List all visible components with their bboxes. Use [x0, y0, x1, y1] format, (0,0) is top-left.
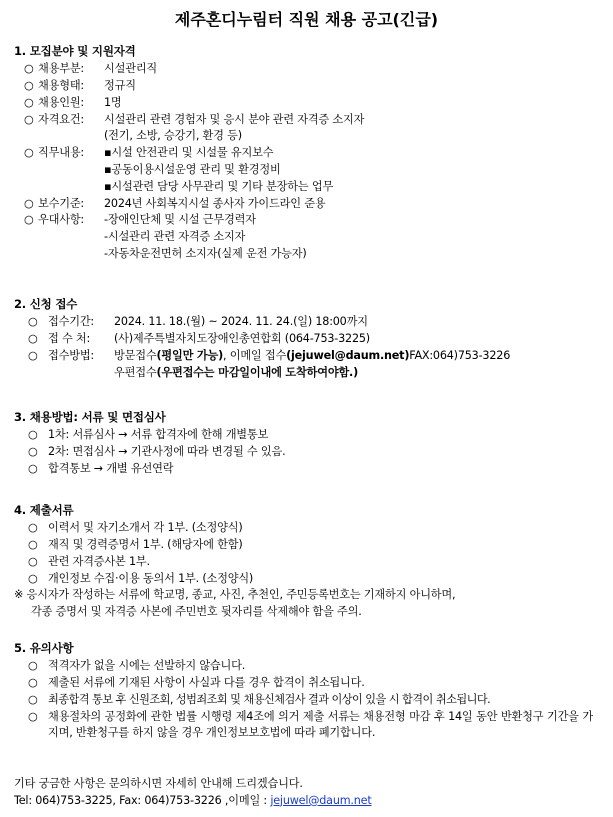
list-item [14, 692, 604, 709]
method-visit-note: (평일만 가능) [156, 348, 223, 362]
bullet-circle-icon: ○ [28, 692, 38, 706]
bullet-circle-icon: ○ [28, 571, 38, 585]
bullet-circle-icon: ○ [28, 348, 38, 362]
item-label: 접 수 처: [48, 332, 91, 346]
bullet-circle-icon: ○ [28, 461, 38, 475]
item-value: 2024년 사회복지시설 종사자 가이드라인 준용 [104, 196, 326, 210]
bullet-circle-icon: ○ [24, 146, 34, 160]
bullet-circle-icon: ○ [28, 676, 38, 690]
section-notices [14, 640, 604, 742]
footer-message: 기타 궁금한 사항은 문의하시면 자세히 안내해 드리겠습니다. [14, 777, 303, 790]
item-label: 채용부분: [38, 62, 84, 76]
item-value: ▪시설 안전관리 및 시설물 유지보수 [104, 146, 274, 160]
item-value: 관련 자격증사본 1부. [48, 554, 150, 568]
list-item [14, 675, 604, 692]
bullet-circle-icon: ○ [24, 213, 34, 227]
item-value: 이력서 및 자기소개서 각 1부. (소정양식) [48, 521, 243, 535]
page-title: 제주혼디누림터 직원 채용 공고(긴급) [174, 10, 439, 29]
list-item [14, 78, 604, 95]
method-visit: 방문접수 [114, 348, 157, 362]
list-item [14, 427, 604, 444]
list-item [14, 331, 604, 348]
item-value: 1차: 서류심사 → 서류 합격자에 한해 개별통보 [48, 428, 269, 442]
item-value: 합격통보 → 개별 유선연락 [48, 461, 174, 475]
bullet-circle-icon: ○ [24, 62, 34, 76]
section-heading: 1. 모집분야 및 지원자격 [14, 44, 136, 58]
list-item [14, 112, 604, 129]
list-item [14, 537, 604, 554]
section-heading: 2. 신청 접수 [14, 297, 78, 311]
list-item [14, 348, 604, 365]
item-value: -장애인단체 및 시설 근무경력자 [104, 213, 256, 227]
bullet-circle-icon: ○ [28, 521, 38, 535]
item-value: 최종합격 통보 후 신원조회, 성범죄조회 및 채용신체검사 결과 이상이 있을 시 합격이 취소됩니다. [48, 692, 491, 706]
item-continuation: (전기, 소방, 승강기, 환경 등) [104, 129, 242, 143]
list-item [14, 61, 604, 78]
note-text: ※ 응시자가 작성하는 서류에 학교명, 종교, 사진, 추천인, 주민등록번호는 기재하지 아니하며, [14, 588, 456, 602]
bullet-circle-icon: ○ [28, 315, 38, 329]
bullet-circle-icon: ○ [28, 709, 38, 723]
item-label: 채용형태: [38, 79, 84, 93]
footer-contact-line [14, 793, 604, 810]
item-value: 시설관리직 [104, 62, 158, 76]
section-recruitment-field [14, 43, 604, 263]
list-item [14, 444, 604, 461]
bullet-circle-icon: ○ [28, 554, 38, 568]
footer-contact [14, 776, 604, 810]
section-heading: 5. 유의사항 [14, 641, 74, 655]
list-item [14, 196, 604, 213]
method-email: , 이메일 접수 [223, 348, 287, 362]
item-value: 시설관리 관련 경험자 및 응시 분야 관련 자격증 소지자 [104, 112, 365, 126]
item-label: 채용인원: [38, 95, 84, 109]
bullet-circle-icon: ○ [24, 112, 34, 126]
list-item [14, 461, 604, 478]
item-value: 정규직 [104, 79, 136, 93]
list-item [14, 709, 604, 743]
email-link[interactable]: jejuwel@daum.net [270, 793, 372, 807]
bullet-circle-icon: ○ [24, 95, 34, 109]
item-continuation: -시설관리 관련 자격증 소지자 [104, 230, 246, 244]
bullet-circle-icon: ○ [28, 428, 38, 442]
item-value: (사)제주특별자치도장애인총연합회 (064-753-3225) [114, 332, 370, 346]
item-continuation: ▪공동이용시설운영 관리 및 환경정비 [104, 163, 281, 177]
section-heading: 4. 제출서류 [14, 503, 74, 517]
contact-numbers: Tel: 064)753-3225, Fax: 064)753-3226 ,이메일 : [14, 793, 271, 807]
section-heading: 3. 채용방법: 서류 및 면접심사 [14, 410, 166, 424]
note-continuation: 각종 증명서 및 자격증 사본에 주민번호 뒷자리를 삭제해야 함을 주의. [31, 605, 362, 619]
bullet-circle-icon: ○ [24, 79, 34, 93]
method-fax: FAX:064)753-3226 [409, 348, 511, 362]
list-item [14, 95, 604, 112]
email-address: (jejuwel@daum.net) [286, 348, 410, 362]
list-item [14, 145, 604, 162]
item-value: 적격자가 없을 시에는 선발하지 않습니다. [48, 659, 246, 673]
item-label: 보수기준: [38, 196, 84, 210]
method-mail: 우편접수 [114, 365, 157, 379]
item-value: 1명 [104, 95, 122, 109]
item-continuation: ▪시설관련 담당 사무관리 및 기타 분장하는 업무 [104, 179, 334, 193]
section-selection-method [14, 409, 604, 478]
bullet-circle-icon: ○ [28, 332, 38, 346]
item-label: 직무내용: [38, 146, 84, 160]
item-value: 개인정보 수집·이용 동의서 1부. (소정양식) [48, 571, 254, 585]
list-item [14, 554, 604, 571]
list-item [14, 314, 604, 331]
bullet-circle-icon: ○ [24, 196, 34, 210]
bullet-circle-icon: ○ [28, 538, 38, 552]
bullet-circle-icon: ○ [28, 445, 38, 459]
item-value: 제출된 서류에 기재된 사항이 사실과 다를 경우 합격이 취소됩니다. [48, 676, 365, 690]
item-label: 접수방법: [48, 348, 94, 362]
item-label: 접수기간: [48, 315, 94, 329]
method-mail-note: (우편접수는 마감일이내에 도착하여야함.) [156, 365, 359, 379]
item-label: 우대사항: [38, 213, 84, 227]
item-continuation: -자동차운전면허 소지자(실제 운전 가능자) [104, 247, 307, 261]
section-documents [14, 502, 604, 621]
item-value: 2차: 면접심사 → 기관사정에 따라 변경될 수 있음. [48, 445, 286, 459]
item-value: 채용절차의 공정화에 관한 법률 시행령 제4조에 의거 제출 서류는 채용전형 마감 후 14일 동안 반환청구 기간을 가지며, 반환청구를 하지 않을 경우 개인정보보호법에 따라 폐기합니다. [48, 709, 593, 740]
list-item [14, 212, 604, 229]
item-label: 자격요건: [38, 112, 84, 126]
item-value: 재직 및 경력증명서 1부. (해당자에 한함) [48, 538, 243, 552]
item-continuation [14, 365, 604, 382]
bullet-circle-icon: ○ [28, 659, 38, 673]
list-item [14, 571, 604, 588]
section-application [14, 296, 604, 381]
item-value: 2024. 11. 18.(월) ~ 2024. 11. 24.(일) 18:00까지 [114, 315, 368, 329]
list-item [14, 520, 604, 537]
list-item [14, 658, 604, 675]
